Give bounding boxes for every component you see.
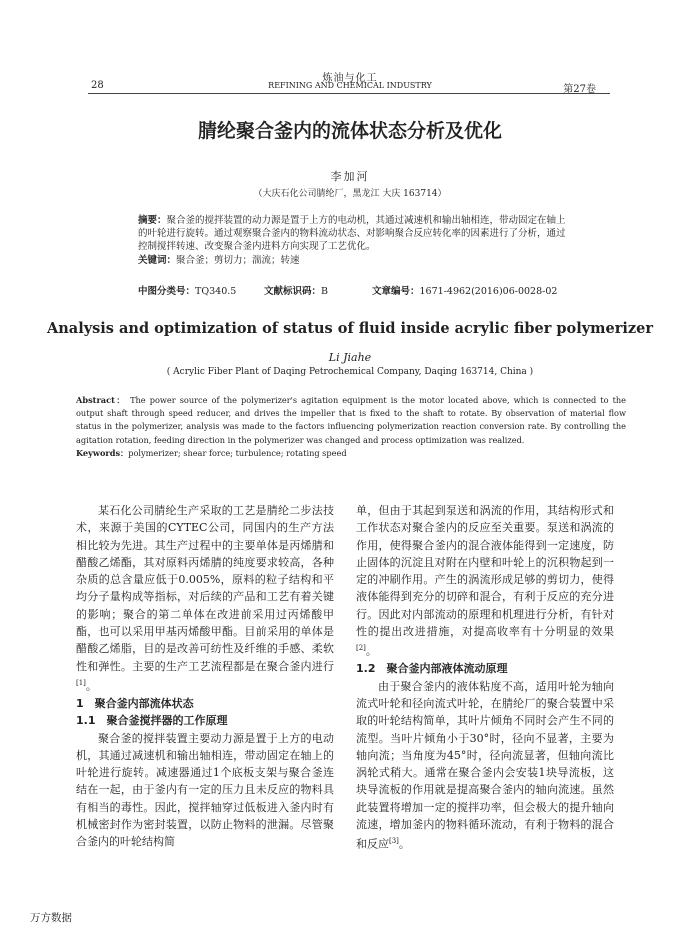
paper-title-en: Analysis and optimization of status of fluid inside acrylic fiber polymerizer (47, 320, 653, 337)
article-no-value: 1671-4962(2016)06-0028-02 (419, 286, 558, 297)
journal-name-cn: 炼油与化工 (322, 73, 378, 84)
abstract-cn (138, 214, 570, 267)
section-1-2-paragraph: 由于聚合釜内的液体粘度不高，适用叶轮为轴向流式叶轮和径向流式叶轮，在腈纶厂的聚合装置中采取的叶轮结构简单，其叶片倾角不同时会产生不同的流型。当叶片倾角小于30°时，径向不显著，主要为轴向流；当角度为45°时，径向流显著，但轴向流比涡轮式稍大。通常在聚合釜内会安装1块导流板，这块导流板的作用就是提高聚合釜内的轴向流速。虽然此装置将增加一定的搅拌功率，但会极大的提升轴向流速，增加釜内的物料循环流动，有利于物料的混合和反应[3]。 (356, 679, 614, 851)
body-column-right (356, 502, 614, 853)
abstract-cn-text: 聚合釜的搅拌装置的动力源是置于上方的电动机，其通过减速机和输出轴相连，带动固定在轴上的叶轮进行旋转。通过观察聚合釜内的物料流动状态、对影响聚合反应转化率的因素进行了分析，通过控制搅拌转速、改变聚合釜内进料方向实现了工艺优化。 (138, 215, 566, 253)
abstract-en-label: Abstract： (76, 395, 126, 405)
article-no-label: 文章编号： (372, 286, 420, 297)
affiliation-cn: （大庆石化公司腈纶厂，黑龙江 大庆 163714） (253, 189, 447, 199)
intro-paragraph: 某石化公司腈纶生产采取的工艺是腈纶二步法技术，来源于美国的CYTEC公司，同国内的生产方法相比较为先进。其生产过程中的主要单体是丙烯腈和醋酸乙烯酯，其对原料丙烯腈的纯度要求较高，各种杂质的总含量应低于0.005%，原料的粒子结构和平均分子量构成等指标，对后续的产品和工艺有着关键的影响；聚合的第二单体在改进前采用过丙烯酸甲酯，也可以采用甲基丙烯酸甲酯。目前采用的单体是醋酸乙烯脂，目的是改善可纺性及纤维的手感、柔软性和弹性。主要的生产工艺流程都是在聚合釜内进行[1]。 (76, 504, 334, 693)
doc-code-value: B (321, 286, 328, 297)
page-number: 28 (91, 80, 104, 91)
abstract-en-text: The power source of the polymerizer's agitation equipment is the motor located above, which is connected to the output shaft through speed reducer, and drives the impeller that is fixed to the shaft to rotate. By observation of material flow status in the polymerizer, analysis was made to the factors influencing polymerization reaction conversion rate. By controlling the agitation rotation, feeding direction in the polymerizer was changed and process optimization was realized. (76, 395, 626, 445)
section-1-1-heading: 1.1 聚合釜搅拌器的工作原理 (76, 714, 228, 728)
section-1-heading: 1 聚合釜内部流体状态 (76, 696, 194, 710)
volume-label: 第27卷 (563, 84, 596, 95)
keywords-en: polymerizer; shear force; turbulence; rotating speed (128, 447, 347, 458)
citation-2: [2] (356, 644, 366, 653)
citation-1: [1] (76, 678, 86, 687)
keywords-cn-label: 关键词： (138, 254, 177, 266)
keywords-cn: 聚合釜；剪切力；湍流；转速 (176, 254, 300, 266)
affiliation-en: ( Acrylic Fiber Plant of Daqing Petrochemical Company, Daqing 163714, China ) (166, 367, 534, 377)
author-cn: 李加河 (330, 170, 370, 183)
header-rule (88, 93, 610, 94)
paper-title-cn: 腈纶聚合釜内的流体状态分析及优化 (197, 120, 502, 142)
continued-paragraph: 单，但由于其起到泵送和涡流的作用，其结构形式和工作状态对聚合釜内的反应至关重要。泵送和涡流的作用，使得聚合釜内的混合液体能得到一定速度，防止固体的沉淀且对附在内壁和叶轮上的沉积物起到一定的冲刷作用。产生的涡流形成足够的剪切力，使得液体能得到充分的切碎和混合，有利于反应的充分进行。因此对内部流动的原理和机理进行分析，有针对性的提出改进措施，对提高收率有十分明显的效果[2]。 (356, 504, 614, 659)
keywords-en-label: Keywords： (76, 447, 129, 458)
body-column-left (76, 502, 334, 851)
section-1-1-paragraph: 聚合釜的搅拌装置主要动力源是置于上方的电动机，其通过减速机和输出轴相连，带动固定在轴上的叶轮进行旋转。减速器通过1个底板支架与聚合釜连结在一起，由于釜内有一定的压力且未反应的物料具有相当的毒性。因此，搅拌轴穿过低板进入釜内时有机械密封作为密封装置，以防止物料的泄漏。尽管聚合釜内的叶轮结构简 (76, 731, 334, 849)
clc-value: TQ340.5 (195, 286, 237, 297)
journal-name-en: REFINING AND CHEMICAL INDUSTRY (268, 81, 432, 90)
clc-label: 中图分类号： (138, 286, 196, 297)
author-en: Li Jiahe (328, 351, 372, 364)
abstract-en (76, 394, 626, 460)
doc-code-label: 文献标识码： (264, 286, 322, 297)
section-1-2-heading: 1.2 聚合釜内部液体流动原理 (356, 662, 508, 676)
abstract-cn-label: 摘要： (138, 215, 167, 226)
footer-watermark: 万方数据 (30, 912, 72, 924)
citation-3: [3] (389, 837, 399, 846)
